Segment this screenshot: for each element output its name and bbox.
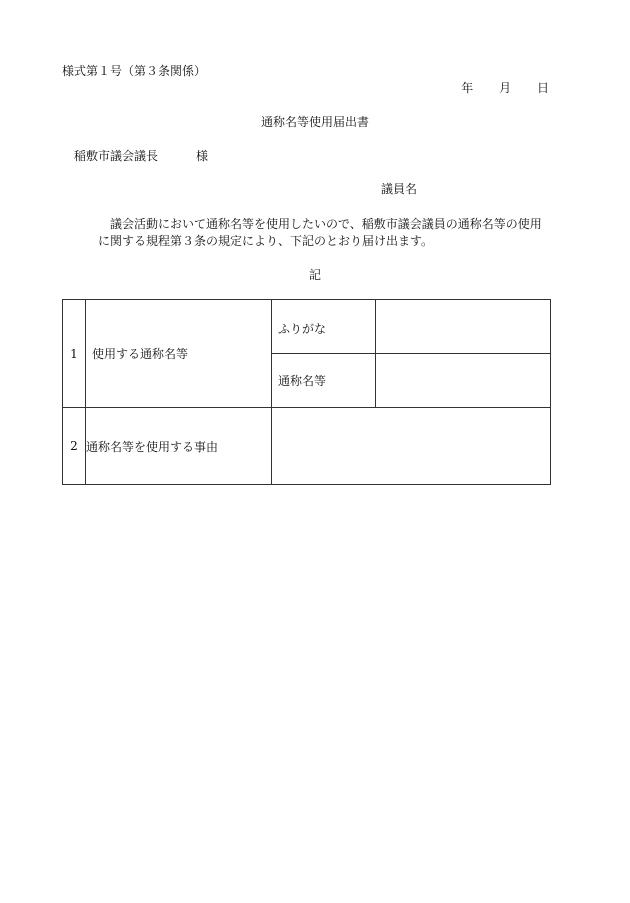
addressee-name: 稲敷市議会議長 [74, 149, 159, 163]
addressee [74, 149, 208, 163]
reason-field[interactable] [272, 408, 551, 485]
date-line [461, 81, 549, 95]
ki-heading: 記 [308, 268, 321, 282]
document-title: 通称名等使用届出書 [260, 115, 369, 129]
row-label: 使用する通称名等 [86, 300, 272, 408]
date-day-label: 日 [536, 81, 549, 95]
body-line-2: に関する規程第３条の規定により、下記のとおり届け出ます。 [98, 234, 434, 248]
body-line-1: 議会活動において通称名等を使用したいので、稲敷市議会議員の通称名等の使用 [110, 217, 542, 231]
body-text [98, 216, 554, 250]
common-name-field[interactable] [376, 354, 551, 408]
row-number: 2 [63, 408, 86, 485]
furigana-field[interactable] [376, 300, 551, 354]
notification-table [62, 299, 551, 485]
common-name-label: 通称名等 [272, 354, 376, 408]
table-row [63, 300, 551, 354]
furigana-label: ふりがな [272, 300, 376, 354]
member-name-label: 議員名 [381, 182, 418, 196]
date-month-label: 月 [499, 81, 512, 95]
date-year-label: 年 [461, 81, 474, 95]
row-label: 通称名等を使用する事由 [86, 408, 272, 485]
form-number: 様式第１号（第３条関係） [62, 64, 207, 78]
addressee-honorific: 様 [196, 149, 209, 163]
table-row [63, 408, 551, 485]
row-number: 1 [63, 300, 86, 408]
